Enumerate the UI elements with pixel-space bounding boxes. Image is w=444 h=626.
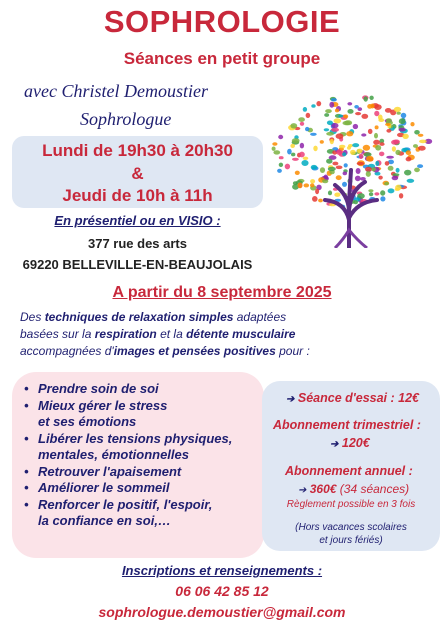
tree-leaf: [353, 200, 358, 204]
list-item: • Retrouver l'apaisement: [20, 464, 232, 481]
tree-leaf: [414, 168, 420, 173]
tree-leaf: [380, 190, 385, 195]
tree-leaf: [342, 182, 347, 187]
price-trial: ➔ Séance d'essai : 12€: [286, 391, 419, 405]
tree-leaf: [316, 101, 321, 106]
tree-leaf: [368, 189, 373, 192]
tree-leaf: [369, 96, 373, 100]
tree-leaf: [295, 171, 300, 175]
tree-leaf: [300, 122, 304, 126]
tree-leaf: [303, 157, 309, 160]
tree-leaf: [385, 161, 390, 166]
list-item: • Renforcer le positif, l'espoir,: [20, 497, 232, 514]
tree-leaf: [301, 160, 308, 166]
tree-leaf: [350, 150, 356, 155]
tree-leaf: [386, 118, 392, 122]
tree-leaf: [388, 188, 395, 193]
tree-leaf: [344, 163, 348, 167]
tree-leaf: [343, 172, 348, 176]
tree-leaf: [399, 193, 403, 198]
tree-leaf: [303, 107, 307, 112]
tree-leaf: [365, 167, 372, 172]
tree-leaf: [325, 109, 332, 113]
tree-leaf: [343, 114, 348, 118]
tree-leaf: [310, 183, 314, 187]
tree-leaf: [418, 146, 426, 151]
tree-leaf: [379, 142, 384, 146]
tree-leaf: [298, 117, 305, 122]
tree-leaf: [329, 102, 334, 108]
list-item: • Améliorer le sommeil: [20, 480, 232, 497]
address-street: 377 rue des arts: [87, 236, 187, 251]
tree-leaf: [385, 123, 391, 126]
tree-leaf: [277, 169, 282, 173]
tree-leaf: [375, 145, 381, 151]
price-annual-value: ➔ 360€ (34 séances): [298, 482, 410, 496]
tree-leaf: [401, 113, 407, 118]
schedule-monday: Lundi de 19h30 à 20h30: [42, 141, 233, 160]
schedule-thursday: Jeudi de 10h à 11h: [62, 186, 213, 205]
tree-leaf: [378, 176, 382, 180]
tree-leaf: [380, 196, 385, 201]
tree-leaf: [326, 159, 332, 164]
tree-leaf: [397, 112, 401, 115]
tree-leaf: [326, 132, 334, 136]
tree-leaf: [347, 146, 351, 150]
tree-leaf: [356, 168, 361, 174]
tree-leaf: [306, 113, 311, 118]
tree-leaf: [388, 166, 394, 171]
tree-leaf: [334, 118, 342, 123]
intro-line-3: accompagnées d'images et pensées positives pour :: [20, 344, 310, 358]
tree-leaf: [363, 145, 370, 151]
list-item: • Mieux gérer le stress: [20, 398, 232, 415]
tree-leaf: [327, 121, 333, 126]
contact-phone[interactable]: 06 06 42 85 12: [175, 583, 269, 599]
page-title: SOPHROLOGIE: [103, 4, 341, 39]
tree-leaf: [331, 98, 337, 101]
tree-leaf: [287, 149, 292, 155]
tree-leaf: [370, 104, 374, 109]
benefits-list: [20, 381, 232, 530]
tree-leaf: [347, 109, 353, 114]
tree-leaf: [413, 144, 418, 148]
tree-leaf: [331, 128, 339, 132]
tree-leaf: [375, 125, 379, 129]
tree-leaf: [364, 96, 368, 101]
list-item: mentales, émotionnelles: [38, 447, 189, 462]
tree-of-life-image: [265, 90, 441, 248]
tree-leaf: [355, 112, 361, 115]
tree-leaf: [366, 171, 371, 177]
tree-leaf: [392, 146, 396, 151]
tree-leaf: [336, 133, 344, 139]
holidays-note-1: (Hors vacances scolaires: [295, 522, 407, 533]
tree-leaf: [352, 143, 359, 147]
tree-leaf: [374, 133, 378, 139]
tree-leaf: [399, 128, 406, 132]
price-annual-label: Abonnement annuel :: [285, 464, 413, 478]
tree-leaf: [315, 189, 319, 195]
tree-leaf: [292, 138, 300, 143]
tree-leaf: [300, 143, 304, 149]
tree-leaf: [357, 149, 363, 154]
tree-leaf: [366, 156, 374, 162]
tree-leaf: [406, 157, 412, 162]
tree-leaf: [328, 167, 336, 171]
tree-leaf: [279, 156, 284, 159]
tree-leaf: [372, 167, 376, 171]
tree-leaf: [353, 124, 358, 129]
tree-leaf: [410, 122, 414, 126]
tree-leaf: [279, 163, 283, 167]
tree-leaf: [339, 145, 345, 148]
tree-leaf: [291, 153, 295, 157]
contact-heading: Inscriptions et renseignements :: [121, 563, 323, 578]
tree-leaf: [311, 104, 315, 108]
tree-leaf: [418, 134, 424, 137]
location-heading: En présentiel ou en VISIO :: [54, 213, 221, 228]
list-item: • Prendre soin de soi: [20, 381, 232, 398]
tree-leaf: [336, 175, 342, 180]
tree-leaf: [330, 139, 334, 144]
tree-leaf: [336, 166, 343, 170]
tree-leaf: [304, 183, 310, 187]
tree-leaf: [334, 193, 340, 197]
tree-leaf: [378, 115, 383, 121]
tree-leaf: [361, 133, 366, 136]
tree-leaf: [292, 158, 299, 161]
tree-leaf: [355, 176, 361, 182]
tree-leaf: [404, 170, 411, 176]
tree-leaf: [395, 150, 400, 155]
tree-leaf: [357, 162, 365, 165]
tree-leaf: [374, 104, 382, 110]
contact-email[interactable]: sophrologue.demoustier@gmail.com: [98, 604, 346, 620]
tree-leaf: [384, 182, 389, 186]
tree-leaf: [324, 113, 329, 117]
tree-leaf: [402, 134, 408, 139]
tree-leaf: [318, 199, 323, 203]
tree-leaf: [396, 168, 400, 173]
annual-note: Règlement possible en 3 fois: [286, 499, 416, 510]
page-subtitle: Séances en petit groupe: [123, 49, 321, 68]
tree-leaf: [419, 140, 427, 144]
tree-leaf: [368, 129, 373, 134]
presenter-role: Sophrologue: [80, 109, 172, 129]
tree-leaf: [369, 192, 373, 196]
tree-leaf: [305, 127, 309, 131]
tree-leaf: [386, 156, 394, 159]
intro-line-2: basées sur la respiration et la détente musculaire: [20, 327, 296, 341]
tree-leaf: [324, 128, 329, 131]
tree-leaf: [342, 152, 346, 156]
tree-leaf: [414, 130, 420, 135]
schedule-ampersand: &: [131, 164, 144, 183]
tree-leaf: [375, 161, 379, 166]
presenter-name: avec Christel Demoustier: [24, 81, 208, 101]
intro-line-1: Des techniques de relaxation simples adaptées: [20, 310, 287, 324]
tree-leaf: [310, 179, 315, 183]
tree-leaf: [320, 167, 325, 173]
tree-leaf: [343, 121, 351, 125]
tree-leaf: [272, 147, 276, 151]
tree-leaf: [290, 123, 297, 128]
tree-leaf: [417, 164, 423, 168]
tree-leaf: [310, 133, 317, 136]
tree-leaf: [395, 188, 400, 191]
tree-leaf: [379, 152, 384, 157]
price-quarter-value: ➔ 120€: [330, 436, 370, 450]
list-item: la confiance en soi,…: [38, 513, 171, 528]
list-item: et ses émotions: [38, 414, 137, 429]
tree-leaf: [332, 162, 338, 166]
tree-leaf: [358, 107, 363, 111]
tree-leaf: [361, 114, 368, 119]
tree-leaf: [272, 142, 277, 145]
tree-leaf: [322, 179, 328, 183]
tree-leaf: [312, 196, 318, 202]
arrow-right-icon: ➔: [330, 439, 339, 450]
tree-leaf: [406, 150, 411, 155]
tree-leaf: [394, 107, 401, 112]
holidays-note-2: et jours fériés): [319, 535, 383, 546]
tree-leaf: [374, 192, 379, 195]
tree-leaf: [393, 140, 400, 145]
tree-leaf: [278, 135, 283, 139]
tree-leaf: [385, 108, 392, 113]
tree-leaf: [328, 191, 332, 196]
tree-leaf: [290, 144, 295, 148]
address-city: 69220 BELLEVILLE-EN-BEAUJOLAIS: [22, 257, 253, 272]
list-item: • Libérer les tensions physiques,: [20, 431, 232, 448]
tree-leaf: [407, 179, 415, 183]
tree-leaf: [299, 152, 305, 158]
arrow-right-icon: ➔: [286, 394, 295, 405]
price-quarter-label: Abonnement trimestriel :: [273, 418, 421, 432]
tree-leaf: [335, 109, 339, 113]
tree-leaf: [347, 102, 352, 105]
tree-leaf: [359, 154, 364, 159]
tree-leaf: [332, 147, 338, 150]
tree-leaf: [313, 146, 317, 152]
tree-leaf: [373, 140, 380, 145]
tree-leaf: [386, 129, 391, 133]
tree-leaf: [285, 164, 290, 170]
start-date: A partir du 8 septembre 2025: [112, 284, 332, 301]
tree-leaf: [311, 165, 318, 170]
tree-leaf: [298, 183, 303, 189]
arrow-right-icon: ➔: [298, 485, 307, 496]
tree-leaf: [392, 176, 399, 181]
tree-leaf: [346, 131, 353, 136]
tree-leaf: [320, 140, 324, 144]
tree-leaf: [273, 150, 280, 154]
tree-leaf: [338, 115, 343, 118]
tree-leaf: [399, 118, 406, 124]
